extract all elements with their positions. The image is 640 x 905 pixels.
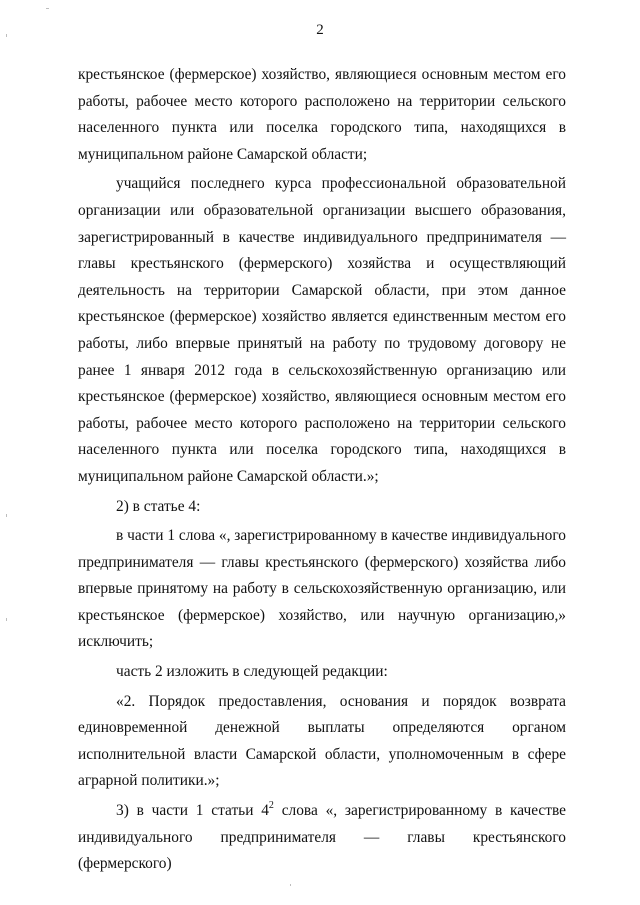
margin-mark-left-2 [6, 514, 7, 517]
margin-mark-left-3 [6, 618, 7, 621]
page-number: 2 [316, 22, 324, 38]
paragraph: учащийся последнего курса профессиональной образовательной организации или образовательной организации высшего образования, зарегистрированный в качестве индивидуального предпринимателя — главы крестьянского (фермерского) хозяйства и осуществляющий деятельность на территории Самарской области, при этом данное крестьянское (фермерское) хозяйство является единственным местом его работы, либо впервые принятый на работу по трудовому договору не ранее 1 января 2012 года в сельскохозяйственную организацию или крестьянское (фермерское) хозяйство, являющиеся основным местом его работы, рабочее место которого расположено на территории сельского населенного пункта или поселка городского типа, находящихся в муниципальном районе Самарской области.»; [78, 175, 566, 485]
margin-mark-left-1 [6, 34, 7, 37]
paragraph [78, 798, 566, 878]
paragraph: крестьянское (фермерское) хозяйство, являющиеся основным местом его работы, рабочее место которого расположено на территории сельского населенного пункта или поселка городского типа, находящихся в муниципальном районе Самарской области; [78, 66, 566, 163]
paragraph-text-end: слова «, зарегистрированному в качестве индивидуального предпринимателя — главы крестьянского (фермерского) [78, 802, 566, 873]
document-body [78, 62, 566, 878]
paragraph: «2. Порядок предоставления, основания и порядок возврата единовременной денежной выплаты определяются органом исполнительной власти Самарской области, уполномоченным в сфере аграрной политики.»; [78, 692, 566, 790]
paragraph-text-start: 3) в части 1 статьи 4 [116, 802, 269, 820]
margin-mark-top [46, 8, 49, 9]
margin-mark-bottom [290, 884, 291, 886]
paragraph: 2) в статье 4: [116, 497, 201, 515]
paragraph: в части 1 слова «, зарегистрированному в качестве индивидуального предпринимателя — главы крестьянского (фермерского) хозяйства либо впервые принятому на работу в сельскохозяйственную организацию, или крестьянское (фермерское) хозяйство, или научную организацию,» исключить; [78, 527, 566, 651]
superscript: 2 [268, 799, 274, 811]
paragraph: часть 2 изложить в следующей редакции: [116, 663, 388, 681]
